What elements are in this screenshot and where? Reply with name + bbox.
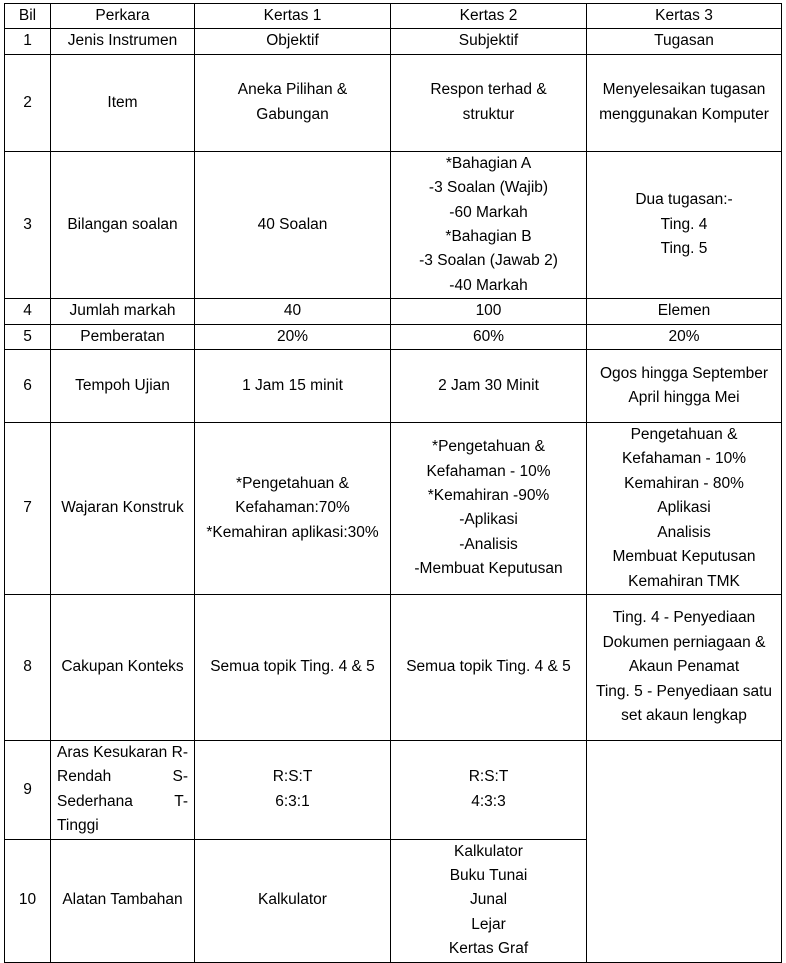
cell-kertas-3: Tugasan [587, 29, 782, 54]
cell-perkara: Tempoh Ujian [51, 350, 195, 423]
cell-bil: 3 [5, 151, 51, 298]
cell-bil: 8 [5, 594, 51, 740]
cell-kertas-1: 1 Jam 15 minit [195, 350, 391, 423]
cell-kertas-2: 2 Jam 30 Minit [391, 350, 587, 423]
header-kertas-2: Kertas 2 [391, 4, 587, 29]
cell-kertas-2: Kalkulator Buku Tunai Junal Lejar Kertas Graf [391, 839, 587, 962]
cell-perkara: Alatan Tambahan [51, 839, 195, 962]
cell-kertas-1: 40 Soalan [195, 151, 391, 298]
cell-bil: 9 [5, 740, 51, 839]
cell-perkara: Bilangan soalan [51, 151, 195, 298]
table-row [5, 350, 782, 423]
cell-bil: 5 [5, 324, 51, 349]
cell-kertas-3: Menyelesaikan tugasan menggunakan Komputer [587, 54, 782, 151]
table-row [5, 594, 782, 740]
cell-kertas-2: 60% [391, 324, 587, 349]
cell-kertas-3: 20% [587, 324, 782, 349]
cell-kertas-1: Objektif [195, 29, 391, 54]
cell-kertas-1: Aneka Pilihan & Gabungan [195, 54, 391, 151]
cell-bil: 10 [5, 839, 51, 962]
cell-bil: 2 [5, 54, 51, 151]
assessment-table [4, 3, 782, 963]
table-row [5, 740, 782, 839]
cell-perkara: Item [51, 54, 195, 151]
cell-perkara: Aras Kesukaran R-Rendah S-Sederhana T-Tinggi [51, 740, 195, 839]
cell-kertas-3: Ogos hingga September April hingga Mei [587, 350, 782, 423]
cell-kertas-1: R:S:T 6:3:1 [195, 740, 391, 839]
cell-perkara: Cakupan Konteks [51, 594, 195, 740]
cell-perkara: Jenis Instrumen [51, 29, 195, 54]
cell-kertas-3: Pengetahuan & Kefahaman - 10% Kemahiran - 80% Aplikasi Analisis Membuat Keputusan Kemahiran TMK [587, 423, 782, 595]
cell-perkara: Jumlah markah [51, 299, 195, 324]
cell-kertas-2: Respon terhad & struktur [391, 54, 587, 151]
cell-kertas-1: Kalkulator [195, 839, 391, 962]
table-row [5, 299, 782, 324]
cell-kertas-2: Semua topik Ting. 4 & 5 [391, 594, 587, 740]
cell-perkara: Pemberatan [51, 324, 195, 349]
cell-bil: 6 [5, 350, 51, 423]
cell-kertas-2: *Bahagian A -3 Soalan (Wajib) -60 Markah *Bahagian B -3 Soalan (Jawab 2) -40 Markah [391, 151, 587, 298]
cell-bil: 7 [5, 423, 51, 595]
table-row [5, 151, 782, 298]
header-kertas-3: Kertas 3 [587, 4, 782, 29]
cell-kertas-1: Semua topik Ting. 4 & 5 [195, 594, 391, 740]
table-row [5, 423, 782, 595]
header-perkara: Perkara [51, 4, 195, 29]
cell-kertas-3: Dua tugasan:- Ting. 4 Ting. 5 [587, 151, 782, 298]
cell-kertas-2: 100 [391, 299, 587, 324]
table-row [5, 29, 782, 54]
cell-kertas-1: 20% [195, 324, 391, 349]
cell-kertas-3 [587, 740, 782, 962]
cell-bil: 1 [5, 29, 51, 54]
table-row [5, 324, 782, 349]
cell-kertas-3: Elemen [587, 299, 782, 324]
table-row [5, 54, 782, 151]
cell-kertas-2: Subjektif [391, 29, 587, 54]
cell-kertas-1: *Pengetahuan & Kefahaman:70% *Kemahiran aplikasi:30% [195, 423, 391, 595]
cell-kertas-2: R:S:T 4:3:3 [391, 740, 587, 839]
header-kertas-1: Kertas 1 [195, 4, 391, 29]
cell-kertas-2: *Pengetahuan & Kefahaman - 10% *Kemahiran -90% -Aplikasi -Analisis -Membuat Keputusan [391, 423, 587, 595]
cell-kertas-3: Ting. 4 - Penyediaan Dokumen perniagaan & Akaun Penamat Ting. 5 - Penyediaan satu set akaun lengkap [587, 594, 782, 740]
header-row [5, 4, 782, 29]
cell-bil: 4 [5, 299, 51, 324]
header-bil: Bil [5, 4, 51, 29]
cell-perkara: Wajaran Konstruk [51, 423, 195, 595]
cell-kertas-1: 40 [195, 299, 391, 324]
